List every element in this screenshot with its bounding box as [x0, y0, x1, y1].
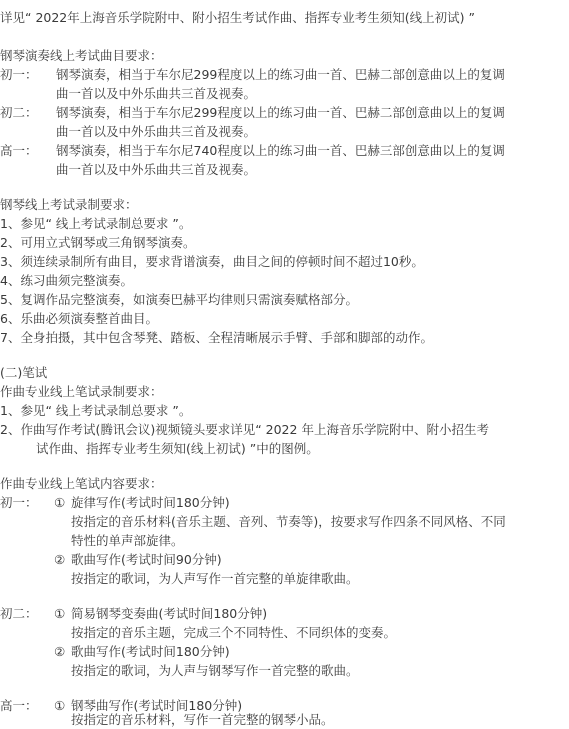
item-marker: ② [54, 644, 66, 659]
recording-list-item: 6、乐曲必须演奏整首曲目。 [0, 311, 158, 326]
written-grade-label: 高一： [0, 698, 38, 713]
exam-item-description: 按指定的歌词，为人声写作一首完整的单旋律歌曲。 [71, 571, 359, 586]
repertoire-grade-label: 初二： [0, 105, 38, 120]
exam-item-description: 按指定的音乐主题，完成三个不同特性、不同织体的变奏。 [71, 625, 397, 640]
written-recording-item: 1、参见“ 线上考试录制总要求 ”。 [0, 403, 192, 418]
repertoire-line: 曲一首以及中外乐曲共三首及视奏。 [56, 162, 257, 177]
exam-item-description: 特性的单声部旋律。 [71, 533, 184, 548]
written-recording-item: 2、作曲写作考试(腾讯会议)视频镜头要求详见“ 2022 年上海音乐学院附中、附小招生考 [0, 422, 489, 437]
recording-list-item: 5、复调作品完整演奏，如演奏巴赫平均律则只需演奏赋格部分。 [0, 292, 358, 307]
item-marker: ② [54, 552, 66, 567]
item-marker: ① [54, 698, 66, 713]
item-marker: ① [54, 606, 66, 621]
recording-list-item: 2、可用立式钢琴或三角钢琴演奏。 [0, 235, 196, 250]
piano-repertoire-heading: 钢琴演奏线上考试曲目要求： [0, 48, 163, 63]
exam-item-title: 钢琴曲写作(考试时间180分钟) [71, 698, 243, 713]
repertoire-line: 曲一首以及中外乐曲共三首及视奏。 [56, 86, 257, 101]
written-content-heading: 作曲专业线上笔试内容要求： [0, 476, 163, 491]
written-recording-item-continued: 试作曲、指挥专业考生须知(线上初试) ”中的图例。 [36, 441, 319, 456]
repertoire-line: 曲一首以及中外乐曲共三首及视奏。 [56, 124, 257, 139]
recording-list-item: 7、全身拍摄，其中包含琴凳、踏板、全程清晰展示手臂、手部和脚部的动作。 [0, 330, 433, 345]
repertoire-line: 钢琴演奏，相当于车尔尼299程度以上的练习曲一首、巴赫二部创意曲以上的复调 [56, 67, 505, 82]
written-grade-label: 初二： [0, 606, 38, 621]
intro-text: 详见“ 2022年上海音乐学院附中、附小招生考试作曲、指挥专业考生须知(线上初试) ” [0, 10, 475, 25]
piano-recording-heading: 钢琴线上考试录制要求： [0, 197, 138, 212]
written-grade-label: 初一： [0, 495, 38, 510]
written-recording-heading: 作曲专业线上笔试录制要求： [0, 384, 163, 399]
repertoire-grade-label: 初一： [0, 67, 38, 82]
exam-item-title: 简易钢琴变奏曲(考试时间180分钟) [71, 606, 268, 621]
exam-item-title: 旋律写作(考试时间180分钟) [71, 495, 230, 510]
recording-list-item: 1、参见“ 线上考试录制总要求 ”。 [0, 216, 192, 231]
written-section-title: (二)笔试 [0, 365, 48, 380]
repertoire-grade-label: 高一： [0, 143, 38, 158]
exam-item-description: 按指定的音乐材料，写作一首完整的钢琴小品。 [71, 712, 334, 727]
exam-item-title: 歌曲写作(考试时间180分钟) [71, 644, 230, 659]
repertoire-line: 钢琴演奏，相当于车尔尼299程度以上的练习曲一首、巴赫二部创意曲以上的复调 [56, 105, 505, 120]
exam-item-description: 按指定的歌词，为人声与钢琴写作一首完整的歌曲。 [71, 663, 359, 678]
item-marker: ① [54, 495, 66, 510]
recording-list-item: 4、练习曲须完整演奏。 [0, 273, 133, 288]
exam-item-title: 歌曲写作(考试时间90分钟) [71, 552, 222, 567]
repertoire-line: 钢琴演奏，相当于车尔尼740程度以上的练习曲一首、巴赫三部创意曲以上的复调 [56, 143, 505, 158]
exam-item-description: 按指定的音乐材料(音乐主题、音列、节奏等)，按要求写作四条不同风格、不同 [71, 514, 506, 529]
recording-list-item: 3、须连续录制所有曲目，要求背谱演奏，曲目之间的停顿时间不超过10秒。 [0, 254, 424, 269]
